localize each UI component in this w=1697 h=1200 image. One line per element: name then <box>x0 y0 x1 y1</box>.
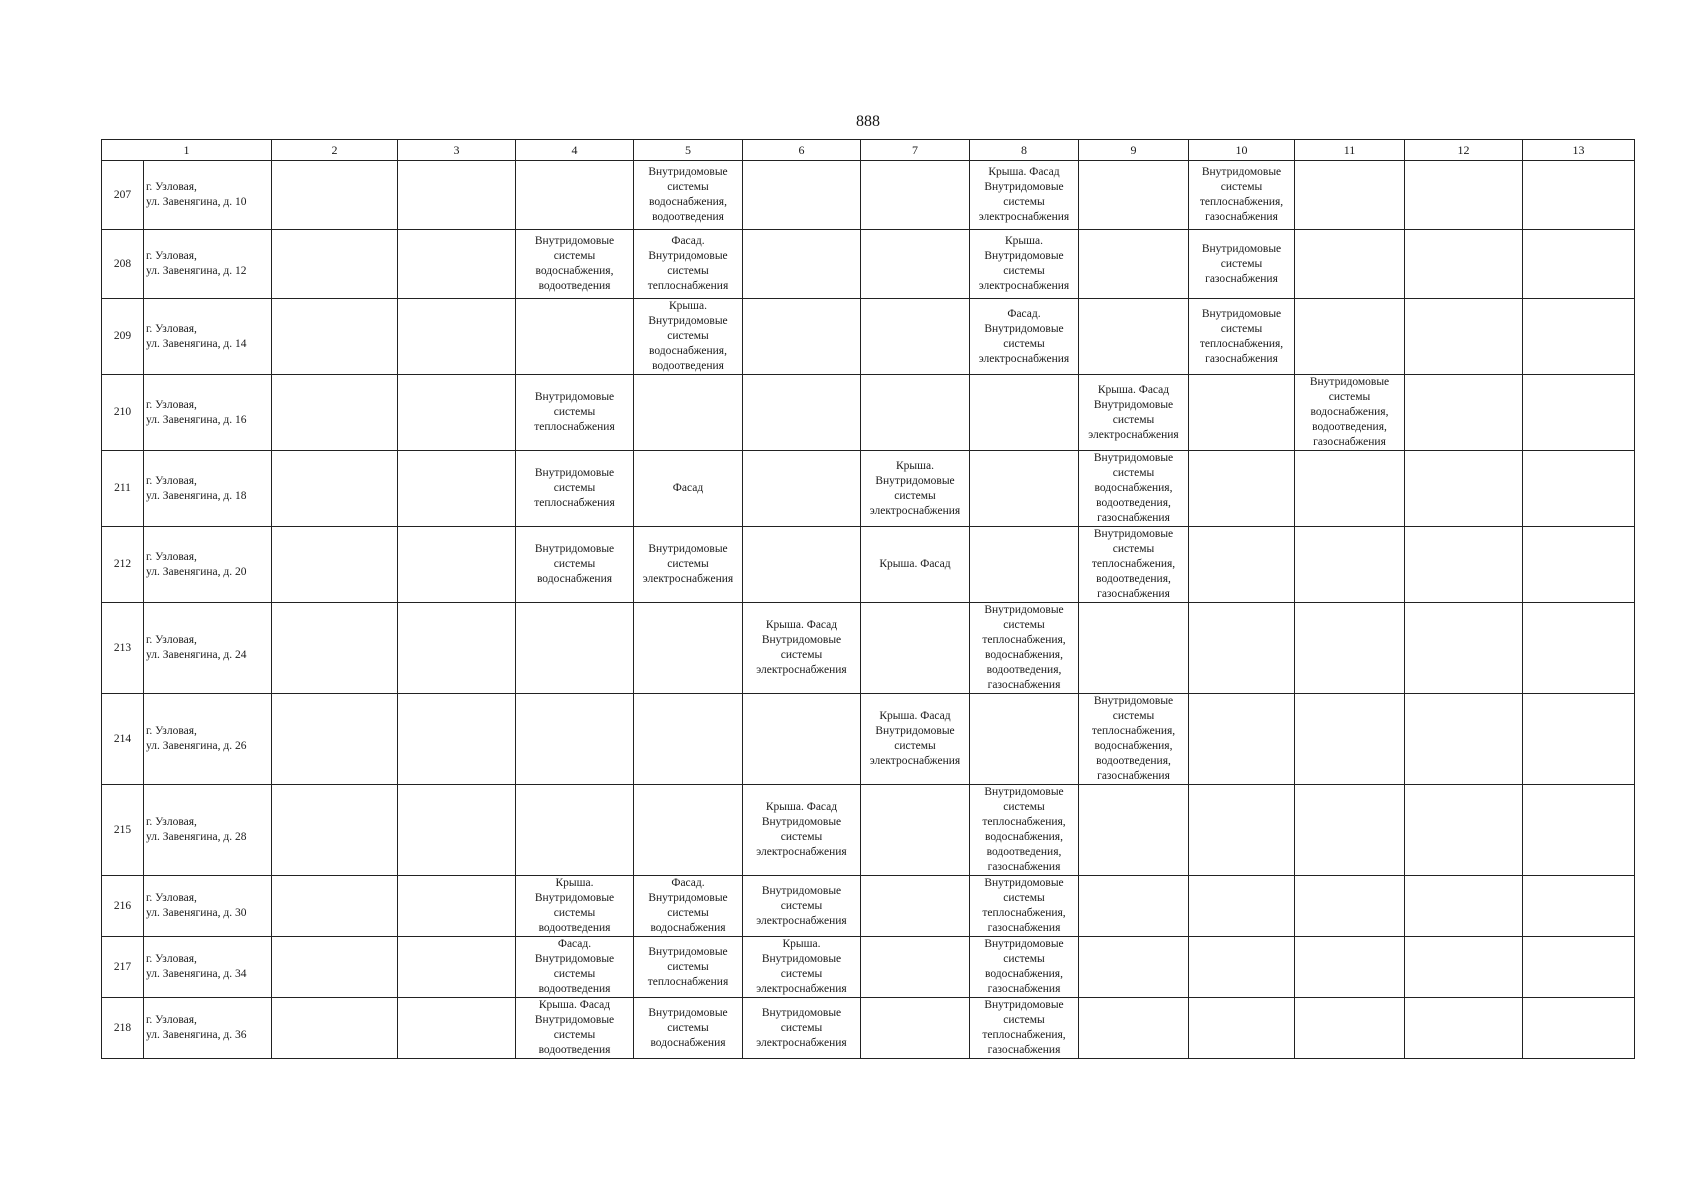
work-cell-col-6 <box>743 161 861 230</box>
work-cell-col-2 <box>272 375 398 451</box>
column-header-6: 6 <box>743 140 861 161</box>
work-cell-col-12 <box>1405 785 1523 876</box>
work-cell-col-8: Внутридомовые системы теплоснабжения, водоснабжения, водоотведения, газоснабжения <box>970 785 1079 876</box>
work-cell-col-7 <box>861 937 970 998</box>
work-cell-col-3 <box>398 230 516 299</box>
work-cell-col-10 <box>1189 603 1295 694</box>
work-cell-col-11 <box>1295 694 1405 785</box>
work-cell-col-9: Внутридомовые системы водоснабжения, водоотведения, газоснабжения <box>1079 451 1189 527</box>
work-cell-col-12 <box>1405 230 1523 299</box>
work-cell-col-4 <box>516 603 634 694</box>
address-cell: г. Узловая, ул. Завенягина, д. 30 <box>144 876 272 937</box>
work-cell-col-2 <box>272 694 398 785</box>
work-cell-col-4 <box>516 785 634 876</box>
work-cell-col-8 <box>970 451 1079 527</box>
work-cell-col-8: Крыша. Фасад Внутридомовые системы электроснабжения <box>970 161 1079 230</box>
work-cell-col-2 <box>272 876 398 937</box>
work-cell-col-9 <box>1079 161 1189 230</box>
work-cell-col-12 <box>1405 161 1523 230</box>
work-cell-col-5: Внутридомовые системы водоснабжения, водоотведения <box>634 161 743 230</box>
work-cell-col-11 <box>1295 998 1405 1059</box>
work-cell-col-5: Внутридомовые системы водоснабжения <box>634 998 743 1059</box>
work-cell-col-12 <box>1405 937 1523 998</box>
address-cell: г. Узловая, ул. Завенягина, д. 36 <box>144 998 272 1059</box>
work-cell-col-8 <box>970 694 1079 785</box>
address-cell: г. Узловая, ул. Завенягина, д. 26 <box>144 694 272 785</box>
work-cell-col-12 <box>1405 375 1523 451</box>
work-cell-col-13 <box>1523 299 1635 375</box>
work-cell-col-6: Крыша. Фасад Внутридомовые системы электроснабжения <box>743 603 861 694</box>
work-cell-col-6: Крыша. Фасад Внутридомовые системы электроснабжения <box>743 785 861 876</box>
work-cell-col-3 <box>398 299 516 375</box>
address-cell: г. Узловая, ул. Завенягина, д. 20 <box>144 527 272 603</box>
work-cell-col-10: Внутридомовые системы теплоснабжения, газоснабжения <box>1189 299 1295 375</box>
work-cell-col-8 <box>970 375 1079 451</box>
address-cell: г. Узловая, ул. Завенягина, д. 24 <box>144 603 272 694</box>
work-cell-col-6 <box>743 451 861 527</box>
work-cell-col-10 <box>1189 527 1295 603</box>
table-row <box>102 876 1635 937</box>
column-header-5: 5 <box>634 140 743 161</box>
work-cell-col-2 <box>272 527 398 603</box>
table-row <box>102 299 1635 375</box>
work-cell-col-9: Внутридомовые системы теплоснабжения, водоотведения, газоснабжения <box>1079 527 1189 603</box>
work-cell-col-13 <box>1523 451 1635 527</box>
repair-schedule-table <box>101 139 1635 1059</box>
work-cell-col-3 <box>398 785 516 876</box>
work-cell-col-2 <box>272 299 398 375</box>
table-row <box>102 161 1635 230</box>
work-cell-col-12 <box>1405 998 1523 1059</box>
work-cell-col-7 <box>861 375 970 451</box>
work-cell-col-9 <box>1079 998 1189 1059</box>
work-cell-col-8 <box>970 527 1079 603</box>
work-cell-col-4: Внутридомовые системы теплоснабжения <box>516 451 634 527</box>
work-cell-col-13 <box>1523 998 1635 1059</box>
row-number: 210 <box>102 375 144 451</box>
work-cell-col-5: Внутридомовые системы теплоснабжения <box>634 937 743 998</box>
work-cell-col-2 <box>272 161 398 230</box>
work-cell-col-3 <box>398 375 516 451</box>
row-number: 217 <box>102 937 144 998</box>
column-header-1: 1 <box>102 140 272 161</box>
work-cell-col-13 <box>1523 694 1635 785</box>
work-cell-col-12 <box>1405 527 1523 603</box>
column-header-2: 2 <box>272 140 398 161</box>
work-cell-col-10 <box>1189 785 1295 876</box>
work-cell-col-6: Крыша. Внутридомовые системы электроснабжения <box>743 937 861 998</box>
address-cell: г. Узловая, ул. Завенягина, д. 14 <box>144 299 272 375</box>
work-cell-col-5: Крыша. Внутридомовые системы водоснабжения, водоотведения <box>634 299 743 375</box>
table-row <box>102 694 1635 785</box>
table-row <box>102 451 1635 527</box>
work-cell-col-4 <box>516 161 634 230</box>
column-header-4: 4 <box>516 140 634 161</box>
work-cell-col-6 <box>743 375 861 451</box>
work-cell-col-4: Внутридомовые системы водоснабжения, водоотведения <box>516 230 634 299</box>
work-cell-col-8: Внутридомовые системы теплоснабжения, газоснабжения <box>970 998 1079 1059</box>
column-header-3: 3 <box>398 140 516 161</box>
work-cell-col-9 <box>1079 603 1189 694</box>
table-row <box>102 937 1635 998</box>
address-cell: г. Узловая, ул. Завенягина, д. 28 <box>144 785 272 876</box>
work-cell-col-11 <box>1295 527 1405 603</box>
column-header-7: 7 <box>861 140 970 161</box>
address-cell: г. Узловая, ул. Завенягина, д. 18 <box>144 451 272 527</box>
work-cell-col-3 <box>398 527 516 603</box>
row-number: 209 <box>102 299 144 375</box>
work-cell-col-11: Внутридомовые системы водоснабжения, водоотведения, газоснабжения <box>1295 375 1405 451</box>
work-cell-col-5 <box>634 785 743 876</box>
work-cell-col-9 <box>1079 230 1189 299</box>
work-cell-col-10 <box>1189 998 1295 1059</box>
table-row <box>102 375 1635 451</box>
work-cell-col-8: Внутридомовые системы теплоснабжения, газоснабжения <box>970 876 1079 937</box>
work-cell-col-3 <box>398 161 516 230</box>
header-row <box>102 140 1635 161</box>
work-cell-col-4: Внутридомовые системы теплоснабжения <box>516 375 634 451</box>
work-cell-col-10 <box>1189 937 1295 998</box>
work-cell-col-6: Внутридомовые системы электроснабжения <box>743 998 861 1059</box>
address-cell: г. Узловая, ул. Завенягина, д. 10 <box>144 161 272 230</box>
work-cell-col-7: Крыша. Внутридомовые системы электроснабжения <box>861 451 970 527</box>
work-cell-col-13 <box>1523 230 1635 299</box>
work-cell-col-9: Крыша. Фасад Внутридомовые системы электроснабжения <box>1079 375 1189 451</box>
work-cell-col-7 <box>861 876 970 937</box>
work-cell-col-3 <box>398 937 516 998</box>
work-cell-col-4 <box>516 694 634 785</box>
work-cell-col-2 <box>272 603 398 694</box>
work-cell-col-5: Внутридомовые системы электроснабжения <box>634 527 743 603</box>
work-cell-col-5 <box>634 603 743 694</box>
table-header <box>102 140 1635 161</box>
work-cell-col-4: Крыша. Фасад Внутридомовые системы водоотведения <box>516 998 634 1059</box>
work-cell-col-9 <box>1079 299 1189 375</box>
table-row <box>102 230 1635 299</box>
work-cell-col-11 <box>1295 451 1405 527</box>
work-cell-col-3 <box>398 998 516 1059</box>
address-cell: г. Узловая, ул. Завенягина, д. 16 <box>144 375 272 451</box>
work-cell-col-6 <box>743 694 861 785</box>
work-cell-col-4: Фасад. Внутридомовые системы водоотведения <box>516 937 634 998</box>
work-cell-col-2 <box>272 937 398 998</box>
work-cell-col-8: Фасад. Внутридомовые системы электроснабжения <box>970 299 1079 375</box>
work-cell-col-4 <box>516 299 634 375</box>
work-cell-col-3 <box>398 876 516 937</box>
work-cell-col-11 <box>1295 937 1405 998</box>
work-cell-col-6: Внутридомовые системы электроснабжения <box>743 876 861 937</box>
work-cell-col-9 <box>1079 785 1189 876</box>
work-cell-col-7 <box>861 230 970 299</box>
column-header-12: 12 <box>1405 140 1523 161</box>
work-cell-col-13 <box>1523 527 1635 603</box>
work-cell-col-9 <box>1079 937 1189 998</box>
table-row <box>102 527 1635 603</box>
table-row <box>102 785 1635 876</box>
table-row <box>102 603 1635 694</box>
column-header-8: 8 <box>970 140 1079 161</box>
work-cell-col-13 <box>1523 375 1635 451</box>
page-number: 888 <box>856 113 880 130</box>
work-cell-col-10 <box>1189 694 1295 785</box>
work-cell-col-13 <box>1523 937 1635 998</box>
work-cell-col-12 <box>1405 603 1523 694</box>
work-cell-col-3 <box>398 603 516 694</box>
work-cell-col-6 <box>743 230 861 299</box>
work-cell-col-10: Внутридомовые системы газоснабжения <box>1189 230 1295 299</box>
work-cell-col-12 <box>1405 299 1523 375</box>
row-number: 207 <box>102 161 144 230</box>
work-cell-col-8: Внутридомовые системы водоснабжения, газоснабжения <box>970 937 1079 998</box>
work-cell-col-6 <box>743 527 861 603</box>
column-header-13: 13 <box>1523 140 1635 161</box>
table-body <box>102 161 1635 1059</box>
work-cell-col-10 <box>1189 375 1295 451</box>
work-cell-col-13 <box>1523 603 1635 694</box>
work-cell-col-9: Внутридомовые системы теплоснабжения, водоснабжения, водоотведения, газоснабжения <box>1079 694 1189 785</box>
work-cell-col-10 <box>1189 451 1295 527</box>
work-cell-col-2 <box>272 998 398 1059</box>
work-cell-col-2 <box>272 230 398 299</box>
row-number: 216 <box>102 876 144 937</box>
work-cell-col-8: Крыша. Внутридомовые системы электроснабжения <box>970 230 1079 299</box>
column-header-10: 10 <box>1189 140 1295 161</box>
work-cell-col-12 <box>1405 876 1523 937</box>
row-number: 214 <box>102 694 144 785</box>
work-cell-col-7 <box>861 785 970 876</box>
work-cell-col-5: Фасад. Внутридомовые системы водоснабжения <box>634 876 743 937</box>
column-header-11: 11 <box>1295 140 1405 161</box>
work-cell-col-3 <box>398 694 516 785</box>
work-cell-col-7 <box>861 998 970 1059</box>
work-cell-col-7: Крыша. Фасад Внутридомовые системы электроснабжения <box>861 694 970 785</box>
work-cell-col-9 <box>1079 876 1189 937</box>
row-number: 215 <box>102 785 144 876</box>
table-row <box>102 998 1635 1059</box>
work-cell-col-12 <box>1405 451 1523 527</box>
work-cell-col-13 <box>1523 161 1635 230</box>
work-cell-col-11 <box>1295 603 1405 694</box>
work-cell-col-13 <box>1523 876 1635 937</box>
row-number: 213 <box>102 603 144 694</box>
work-cell-col-5: Фасад <box>634 451 743 527</box>
work-cell-col-5: Фасад. Внутридомовые системы теплоснабжения <box>634 230 743 299</box>
work-cell-col-10 <box>1189 876 1295 937</box>
work-cell-col-11 <box>1295 876 1405 937</box>
work-cell-col-11 <box>1295 785 1405 876</box>
row-number: 212 <box>102 527 144 603</box>
row-number: 208 <box>102 230 144 299</box>
work-cell-col-11 <box>1295 299 1405 375</box>
work-cell-col-2 <box>272 785 398 876</box>
work-cell-col-10: Внутридомовые системы теплоснабжения, газоснабжения <box>1189 161 1295 230</box>
work-cell-col-2 <box>272 451 398 527</box>
work-cell-col-8: Внутридомовые системы теплоснабжения, водоснабжения, водоотведения, газоснабжения <box>970 603 1079 694</box>
column-header-9: 9 <box>1079 140 1189 161</box>
work-cell-col-11 <box>1295 161 1405 230</box>
row-number: 218 <box>102 998 144 1059</box>
work-cell-col-12 <box>1405 694 1523 785</box>
work-cell-col-7: Крыша. Фасад <box>861 527 970 603</box>
work-cell-col-7 <box>861 603 970 694</box>
work-cell-col-5 <box>634 375 743 451</box>
row-number: 211 <box>102 451 144 527</box>
work-cell-col-6 <box>743 299 861 375</box>
address-cell: г. Узловая, ул. Завенягина, д. 12 <box>144 230 272 299</box>
work-cell-col-7 <box>861 161 970 230</box>
work-cell-col-13 <box>1523 785 1635 876</box>
work-cell-col-3 <box>398 451 516 527</box>
work-cell-col-4: Крыша. Внутридомовые системы водоотведения <box>516 876 634 937</box>
work-cell-col-4: Внутридомовые системы водоснабжения <box>516 527 634 603</box>
work-cell-col-5 <box>634 694 743 785</box>
address-cell: г. Узловая, ул. Завенягина, д. 34 <box>144 937 272 998</box>
work-cell-col-7 <box>861 299 970 375</box>
work-cell-col-11 <box>1295 230 1405 299</box>
